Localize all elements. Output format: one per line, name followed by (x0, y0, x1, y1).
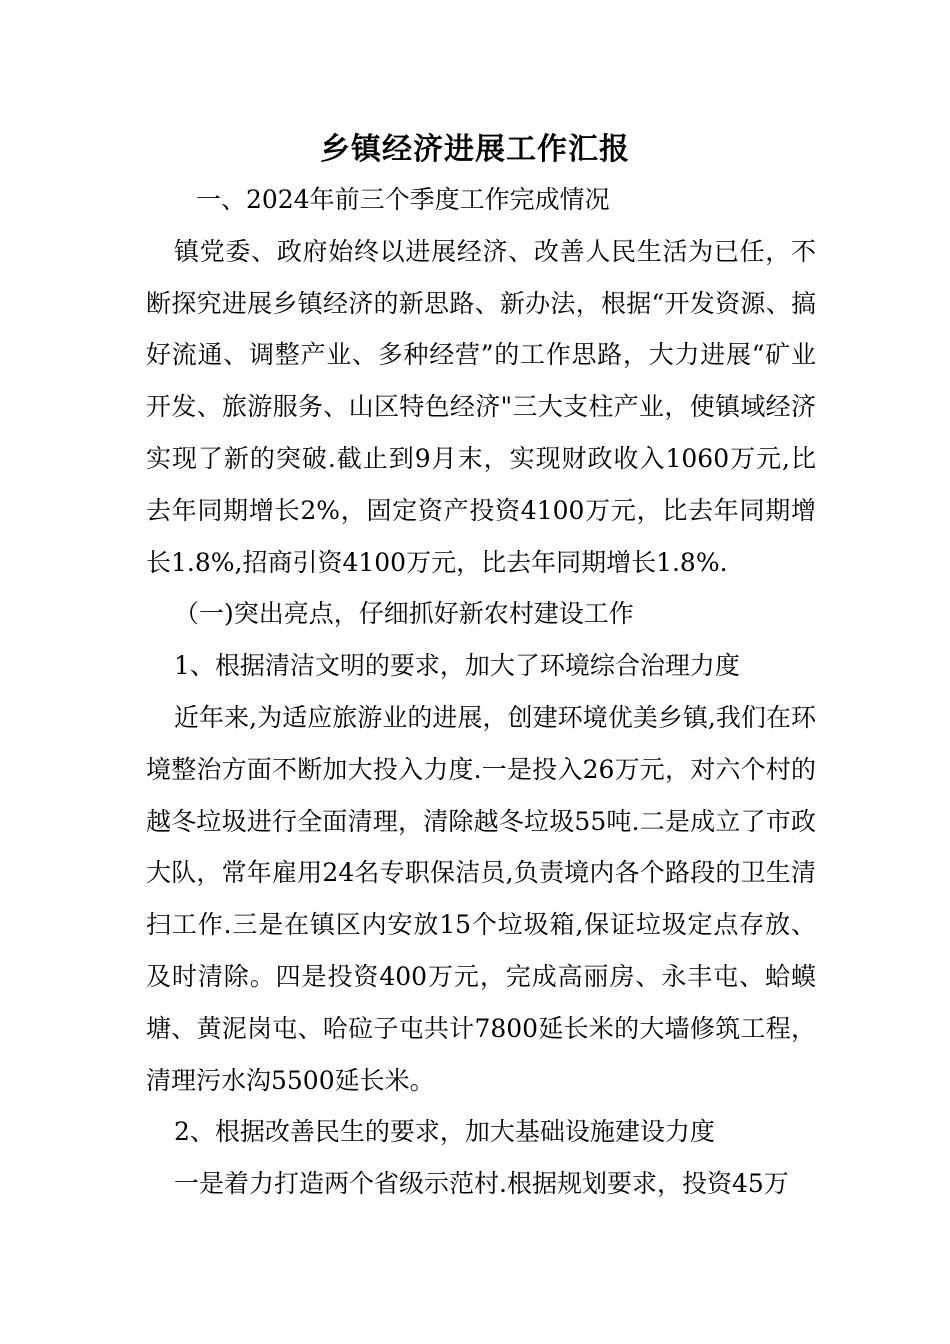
item-heading: 1、根据清洁文明的要求，加大了环境综合治理力度 (174, 651, 740, 681)
subsection-heading: （一)突出亮点，仔细抓好新农村建设工作 (174, 599, 634, 629)
section-heading: 一、2024年前三个季度工作完成情况 (196, 185, 610, 214)
paragraph: 近年来,为适应旅游业的进展，创建环境优美乡镇,我们在环境整治方面不断加大投入力度.一是投入26万元，对六个村的越冬垃圾进行全面清理，清除越冬垃圾55吨.二是成立了市政大队，常年雇用24名专职保洁员,负责境内各个路段的卫生清扫工作.三是在镇区内安放15个垃圾箱,保证垃圾定点存放、及时清除。四是投资400万元，完成高丽房、永丰屯、蛤蟆塘、黄泥岗屯、哈砬子屯共计7800延长米的大墙修筑工程，清理污水沟5500延长米。 (146, 702, 816, 1095)
item-heading: 2、根据改善民生的要求，加大基础设施建设力度 (174, 1117, 715, 1147)
document-body (146, 174, 816, 1210)
paragraph: 镇党委、政府始终以进展经济、改善人民生活为已任，不断探究进展乡镇经济的新思路、新办法，根据“开发资源、搞好流通、调整产业、多种经营”的工作思路，大力进展“矿业开发、旅游服务、山区特色经济"三大支柱产业，使镇域经济实现了新的突破.截止到9月末，实现财政收入1060万元,比去年同期增长2%，固定资产投资4100万元，比去年同期增长1.8%,招商引资4100万元，比去年同期增长1.8%. (146, 236, 816, 577)
paragraph: 一是着力打造两个省级示范村.根据规划要求，投资45万 (174, 1169, 789, 1199)
document-title: 乡镇经济进展工作汇报 (320, 132, 630, 167)
